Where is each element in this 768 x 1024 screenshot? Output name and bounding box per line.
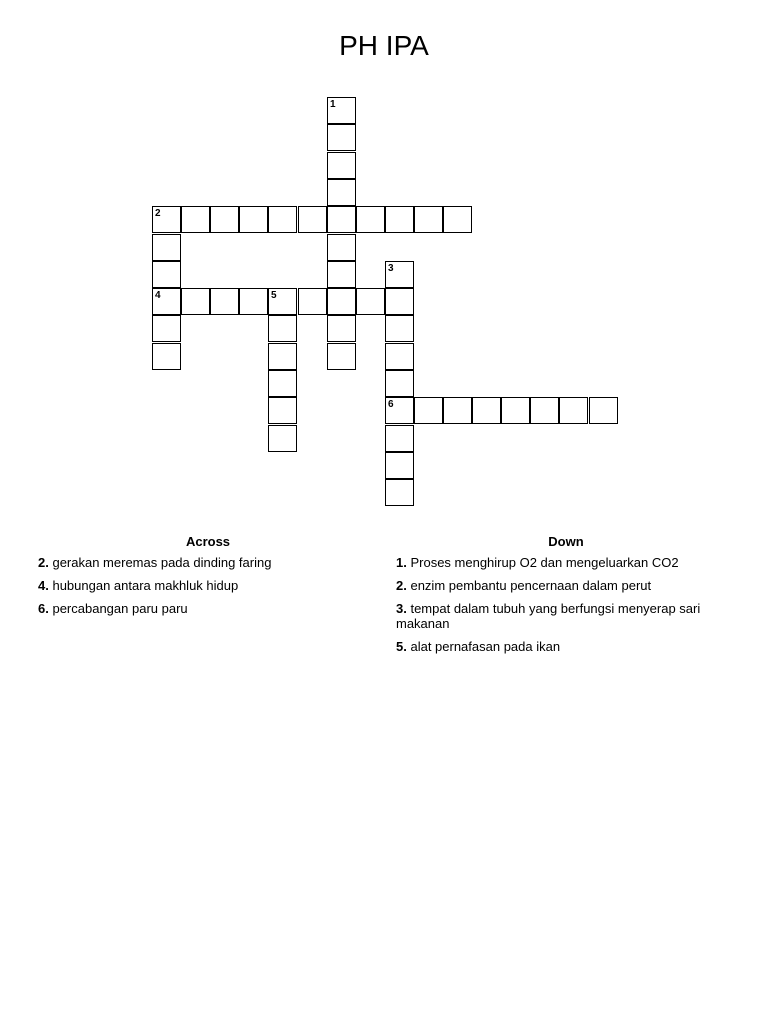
grid-cell[interactable]: [152, 261, 181, 288]
cell-number: 6: [388, 399, 394, 410]
grid-cell[interactable]: [210, 288, 239, 315]
grid-cell[interactable]: [268, 425, 297, 452]
grid-cell[interactable]: [181, 288, 210, 315]
grid-cell[interactable]: [327, 315, 356, 342]
grid-cell[interactable]: [589, 397, 618, 424]
grid-cell[interactable]: [385, 370, 414, 397]
clue-number: 2.: [38, 555, 49, 570]
down-clue-1: [396, 555, 736, 570]
clue-number: 1.: [396, 555, 407, 570]
grid-cell[interactable]: [298, 206, 327, 233]
clue-number: 4.: [38, 578, 49, 593]
grid-cell[interactable]: [414, 206, 443, 233]
grid-cell[interactable]: [327, 343, 356, 370]
grid-cell[interactable]: [327, 234, 356, 261]
grid-cell[interactable]: [385, 479, 414, 506]
down-clues: [396, 534, 736, 662]
across-clue-4: [38, 578, 378, 593]
clue-text: tempat dalam tubuh yang berfungsi menyerap sari makanan: [396, 601, 701, 631]
grid-cell[interactable]: [443, 206, 472, 233]
across-clues: [38, 534, 378, 624]
clue-number: 6.: [38, 601, 49, 616]
grid-cell[interactable]: [268, 206, 297, 233]
clue-text: alat pernafasan pada ikan: [410, 639, 561, 654]
across-clue-2: [38, 555, 378, 570]
grid-cell[interactable]: [501, 397, 530, 424]
page-title: PH IPA: [339, 30, 429, 61]
grid-cell[interactable]: [268, 370, 297, 397]
grid-cell[interactable]: [268, 315, 297, 342]
grid-cell[interactable]: [298, 288, 327, 315]
across-clue-6: [38, 601, 378, 616]
grid-cell[interactable]: [559, 397, 588, 424]
grid-cell[interactable]: [239, 288, 268, 315]
clue-text: enzim pembantu pencernaan dalam perut: [410, 578, 652, 593]
cell-number: 1: [330, 99, 336, 110]
grid-cell[interactable]: [268, 288, 297, 315]
cell-number: 2: [155, 208, 161, 219]
clue-text: hubungan antara makhluk hidup: [52, 578, 239, 593]
grid-cell[interactable]: [385, 397, 414, 424]
grid-cell[interactable]: [443, 397, 472, 424]
grid-cell[interactable]: [152, 206, 181, 233]
clue-text: percabangan paru paru: [52, 601, 188, 616]
grid-cell[interactable]: [385, 343, 414, 370]
clue-text: gerakan meremas pada dinding faring: [52, 555, 272, 570]
clue-number: 5.: [396, 639, 407, 654]
grid-cell[interactable]: [327, 97, 356, 124]
grid-cell[interactable]: [327, 124, 356, 151]
grid-cell[interactable]: [181, 206, 210, 233]
grid-cell[interactable]: [385, 261, 414, 288]
clue-number: 2.: [396, 578, 407, 593]
cell-number: 3: [388, 263, 394, 274]
grid-cell[interactable]: [152, 288, 181, 315]
grid-cell[interactable]: [385, 206, 414, 233]
down-clue-5: [396, 639, 736, 654]
grid-cell[interactable]: [327, 288, 356, 315]
grid-cell[interactable]: [414, 397, 443, 424]
cell-number: 5: [271, 290, 277, 301]
grid-cell[interactable]: [356, 206, 385, 233]
clue-number: 3.: [396, 601, 407, 616]
down-clue-2: [396, 578, 736, 593]
grid-cell[interactable]: [239, 206, 268, 233]
grid-cell[interactable]: [210, 206, 239, 233]
grid-cell[interactable]: [356, 288, 385, 315]
grid-cell[interactable]: [385, 288, 414, 315]
clue-text: Proses menghirup O2 dan mengeluarkan CO2: [410, 555, 679, 570]
grid-cell[interactable]: [268, 397, 297, 424]
grid-cell[interactable]: [327, 179, 356, 206]
grid-cell[interactable]: [530, 397, 559, 424]
grid-cell[interactable]: [385, 315, 414, 342]
cell-number: 4: [155, 290, 161, 301]
grid-cell[interactable]: [327, 152, 356, 179]
grid-cell[interactable]: [152, 315, 181, 342]
grid-cell[interactable]: [152, 343, 181, 370]
grid-cell[interactable]: [472, 397, 501, 424]
down-clue-3: [396, 601, 736, 631]
grid-cell[interactable]: [327, 206, 356, 233]
grid-cell[interactable]: [385, 452, 414, 479]
across-heading: Across: [185, 534, 231, 549]
grid-cell[interactable]: [327, 261, 356, 288]
down-heading: Down: [548, 534, 584, 549]
grid-cell[interactable]: [152, 234, 181, 261]
grid-cell[interactable]: [268, 343, 297, 370]
grid-cell[interactable]: [385, 425, 414, 452]
